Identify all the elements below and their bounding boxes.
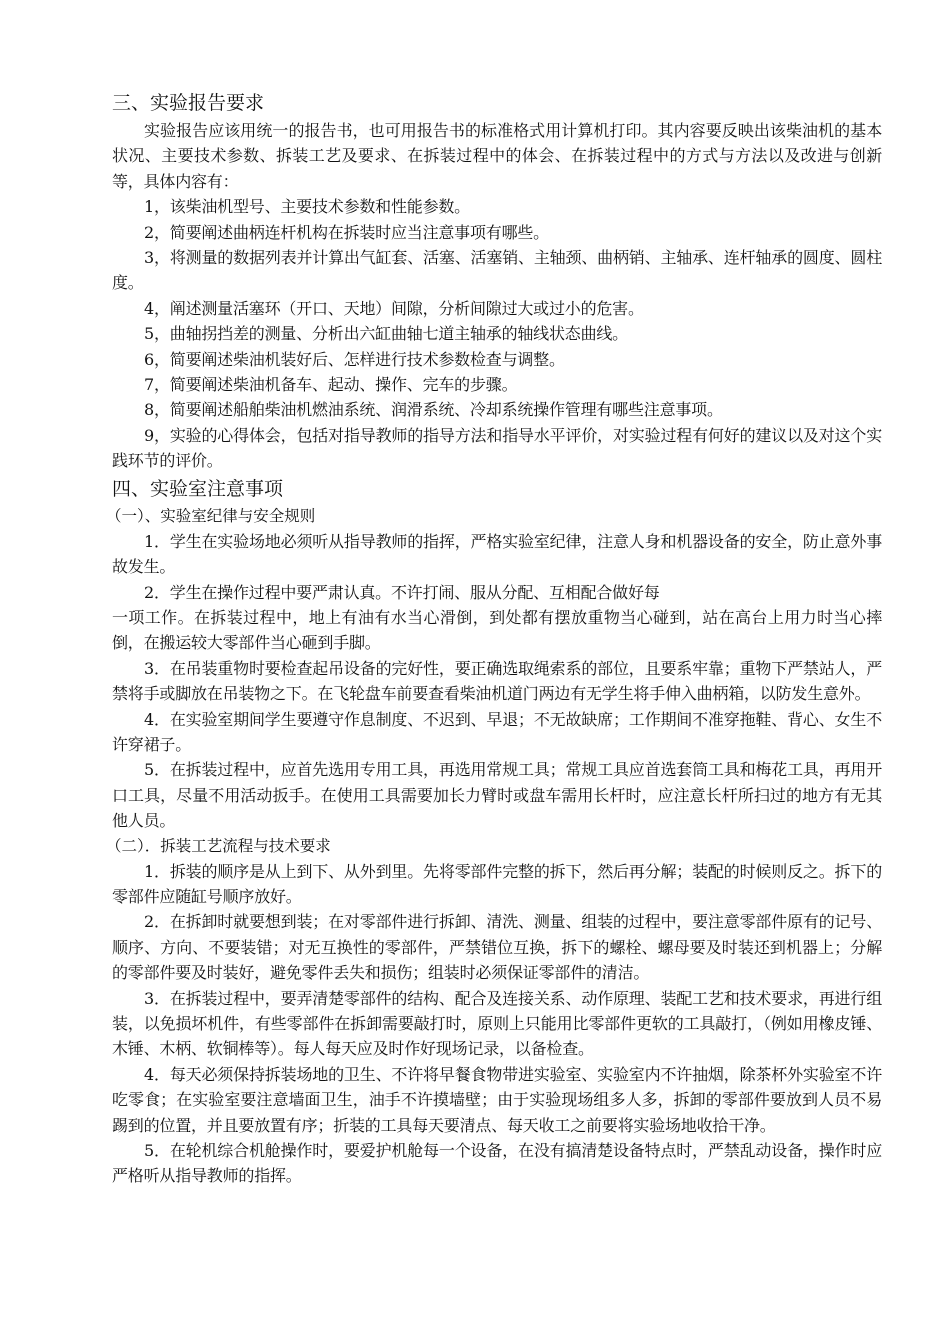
list-item: 5，曲轴拐挡差的测量、分析出六缸曲轴七道主轴承的轴线状态曲线。 xyxy=(144,324,628,344)
list-item: 7，简要阐述柴油机备车、起动、操作、完车的步骤。 xyxy=(144,375,518,395)
list-item: 3．在拆装过程中，要弄清楚零部件的结构、配合及连接关系、动作原理、装配工艺和技术要求，再进行组装，以免损坏机件，有些零部件在拆卸需要敲打时，原则上只能用比零部件更软的工具敲打，（例如用橡皮锤、木锤、木柄、软铜棒等）。每人每天应及时作好现场记录，以备检查。 xyxy=(112,988,882,1059)
list-item: 1．学生在实验场地必须听从指导教师的指挥，严格实验室纪律，注意人身和机器设备的安全，防止意外事故发生。 xyxy=(112,531,882,577)
list-item: 4，阐述测量活塞环（开口、天地）间隙，分析间隙过大或过小的危害。 xyxy=(144,298,644,318)
list-item: 9，实验的心得体会，包括对指导教师的指导方法和指导水平评价，对实验过程有何好的建议以及对这个实践环节的评价。 xyxy=(112,425,882,471)
subsection-title-process: （二）．拆装工艺流程与技术要求 xyxy=(106,836,331,855)
list-item: 2，简要阐述曲柄连杆机构在拆装时应当注意事项有哪些。 xyxy=(144,222,549,242)
list-item: 8，简要阐述船舶柴油机燃油系统、润滑系统、冷却系统操作管理有哪些注意事项。 xyxy=(144,400,723,420)
section-title-lab-notes: 四、实验室注意事项 xyxy=(112,477,284,500)
section-title-report-requirements: 三、实验报告要求 xyxy=(112,92,265,114)
list-item: 3．在吊装重物时要检查起吊设备的完好性，要正确选取绳索系的部位，且要系牢靠；重物下严禁站人，严禁将手或脚放在吊装物之下。在飞轮盘车前要查看柴油机道门两边有无学生将手伸入曲柄箱，以防发生意外。 xyxy=(112,658,882,704)
list-item: 2．在拆卸时就要想到装；在对零部件进行拆卸、清洗、测量、组装的过程中，要注意零部件原有的记号、顺序、方向、不要装错；对无互换性的零部件，严禁错位互换，拆下的螺栓、螺母要及时装还到机器上；分解的零部件要及时装好，避免零件丢失和损伤；组装时必须保证零部件的清洁。 xyxy=(112,912,882,983)
list-item: 5．在轮机综合机舱操作时，要爱护机舱每一个设备，在没有搞清楚设备特点时，严禁乱动设备，操作时应严格听从指导教师的指挥。 xyxy=(112,1141,882,1186)
list-item: 4．每天必须保持拆装场地的卫生、不许将早餐食物带进实验室、实验室内不许抽烟，除茶杯外实验室不许吃零食；在实验室要注意墙面卫生，油手不许摸墙壁；由于实验现场组多人多，拆卸的零部件要放到人员不易踢到的位置，并且要放置有序；折装的工具每天要清点、每天收工之前要将实验场地收拾干净。 xyxy=(112,1064,882,1135)
list-item-continuation: 一项工作。在拆装过程中，地上有油有水当心滑倒，到处都有摆放重物当心碰到，站在高台上用力时当心摔倒，在搬运较大零部件当心砸到手脚。 xyxy=(112,607,882,653)
paragraph-report-intro: 实验报告应该用统一的报告书，也可用报告书的标准格式用计算机打印。其内容要反映出该柴油机的基本状况、主要技术参数、拆装工艺及要求、在拆装过程中的体会、在拆装过程中的方式与方法以及改进与创新等，具体内容有： xyxy=(112,121,882,191)
list-item: 1，该柴油机型号、主要技术参数和性能参数。 xyxy=(144,197,470,217)
document-page xyxy=(106,88,882,1189)
list-item: 1．拆装的顺序是从上到下、从外到里。先将零部件完整的拆下，然后再分解；装配的时候则反之。拆下的零部件应随缸号顺序放好。 xyxy=(112,861,882,906)
list-item: 5．在拆装过程中，应首先选用专用工具，再选用常规工具；常规工具应首选套筒工具和梅花工具，再用开口工具，尽量不用活动扳手。在使用工具需要加长力臂时或盘车需用长杆时，应注意长杆所扫过的地方有无其他人员。 xyxy=(112,760,882,831)
list-item: 6，简要阐述柴油机装好后、怎样进行技术参数检查与调整。 xyxy=(144,349,565,369)
subsection-title-discipline: （一）、实验室纪律与安全规则 xyxy=(106,506,316,525)
list-item: 3，将测量的数据列表并计算出气缸套、活塞、活塞销、主轴颈、曲柄销、主轴承、连杆轴承的圆度、圆柱度。 xyxy=(112,248,882,293)
list-item: 2．学生在操作过程中要严肃认真。不许打闹、服从分配、互相配合做好每 xyxy=(144,582,660,602)
list-item: 4．在实验室期间学生要遵守作息制度、不迟到、早退；不无故缺席；工作期间不准穿拖鞋、背心、女生不许穿裙子。 xyxy=(112,709,882,754)
